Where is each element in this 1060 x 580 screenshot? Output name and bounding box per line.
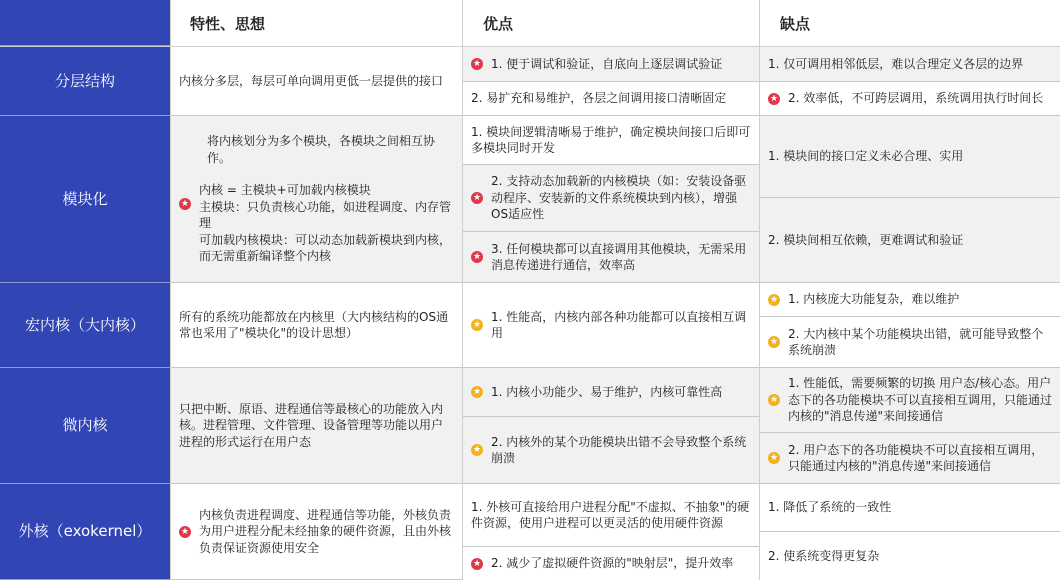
layered-con-2-text: 2. 效率低，不可跨层调用，系统调用执行时间长 — [788, 91, 1044, 106]
layered-pro-2 — [463, 82, 759, 116]
header-traits: 特性、思想 — [190, 14, 266, 33]
exo-con-1 — [760, 484, 1060, 532]
micro-con-2 — [760, 433, 1060, 484]
modular-pro-2 — [463, 165, 759, 232]
micro-traits — [171, 368, 462, 484]
monolithic-pro-1 — [463, 283, 759, 368]
star-icon: ★ — [769, 395, 779, 405]
layered-pro-2-text: 2. 易扩充和易维护，各层之间调用接口清晰固定 — [471, 91, 727, 106]
modular-con-1-text: 1. 模块间的接口定义未必合理、实用 — [768, 149, 964, 164]
star-icon: ★ — [472, 445, 482, 455]
star-icon: ★ — [769, 337, 779, 347]
grid-line-header — [0, 46, 1060, 47]
row-name-layered: 分层结构 — [0, 47, 170, 116]
modular-pro-2-text: 2. 支持动态加载新的内核模块（如：安装设备驱动程序、安装新的文件系统模块到内核），增强OS适应性 — [491, 174, 747, 222]
monolithic-traits-text: 所有的系统功能都放在内核里（大内核结构的OS通常也采用了"模块化"的设计思想） — [179, 309, 449, 340]
row-name-micro: 微内核 — [0, 368, 170, 484]
monolithic-pro-1-text: 1. 性能高，内核内部各种功能都可以直接相互调用 — [491, 309, 747, 340]
star-icon: ★ — [472, 59, 482, 69]
modular-con-1 — [760, 116, 1060, 198]
modular-traits-text: 将内核划分为多个模块，各模块之间相互协作。 内核 = 主模块+可加载内核模块 主模块：只负责核心功能，如进程调度、内存管理 可加载内核模块：可以动态加载新模块到内核，而无需重新编译整个内核 — [199, 134, 452, 264]
star-icon: ★ — [769, 294, 779, 305]
grid-line-v2 — [759, 0, 760, 580]
layered-pro-1 — [463, 47, 759, 82]
layered-traits-text: 内核分多层，每层可单向调用更低一层提供的接口 — [179, 73, 444, 88]
layered-con-2 — [760, 82, 1060, 116]
micro-pro-2 — [463, 417, 759, 484]
monolithic-con-2 — [760, 317, 1060, 368]
header-cons: 缺点 — [780, 14, 811, 33]
row-name-modular: 模块化 — [0, 116, 170, 283]
star-icon: ★ — [472, 193, 482, 203]
exo-traits-text: 内核负责进程调度、进程通信等功能，外核负责为用户进程分配未经抽象的硬件资源，且由外核负责保证资源使用安全 — [199, 507, 452, 555]
grid-line-v0 — [170, 0, 171, 580]
micro-con-2-text: 2. 用户态下的各功能模块不可以直接相互调用，只能通过内核的"消息传递"来间接通信 — [788, 442, 1044, 473]
grid-line-v1 — [462, 0, 463, 580]
micro-pro-1-text: 1. 内核小功能少、易于维护，内核可靠性高 — [491, 384, 723, 399]
exo-pro-1-text: 1. 外核可直接给用户进程分配"不虚拟、不抽象"的硬件资源，使用户进程可以更灵活的使用硬件资源 — [471, 499, 750, 530]
monolithic-traits — [171, 283, 462, 368]
micro-con-1-text: 1. 性能低，需要频繁的切换 用户态/核心态。用户态下的各功能模块不可以直接相互调用，只能通过内核的"消息传递"来间接通信 — [788, 376, 1053, 424]
star-icon: ★ — [769, 93, 779, 104]
star-icon: ★ — [472, 320, 482, 330]
header-pros: 优点 — [483, 14, 514, 33]
row-name-monolithic: 宏内核（大内核） — [0, 283, 170, 368]
layered-pro-1-text: 1. 便于调试和验证，自底向上逐层调试验证 — [491, 56, 723, 71]
micro-con-1 — [760, 368, 1060, 433]
modular-traits — [171, 116, 462, 283]
exo-con-1-text: 1. 降低了系统的一致性 — [768, 500, 892, 515]
star-icon: ★ — [180, 526, 190, 537]
star-icon: ★ — [180, 199, 190, 209]
modular-con-2-text: 2. 模块间相互依赖，更难调试和验证 — [768, 232, 964, 247]
micro-traits-text: 只把中断、原语、进程通信等最核心的功能放入内核。进程管理、文件管理、设备管理等功能以用户进程的形式运行在用户态 — [179, 401, 444, 449]
star-icon: ★ — [472, 558, 482, 569]
star-icon: ★ — [472, 252, 482, 262]
monolithic-con-1-text: 1. 内核庞大功能复杂，难以维护 — [788, 292, 960, 307]
exo-pro-1 — [463, 484, 759, 547]
exo-traits — [171, 484, 462, 580]
layered-con-1 — [760, 47, 1060, 82]
exo-con-2 — [760, 532, 1060, 580]
star-icon: ★ — [472, 387, 482, 397]
exo-pro-2-text: 2. 减少了虚拟硬件资源的"映射层"，提升效率 — [491, 556, 734, 571]
micro-pro-1 — [463, 368, 759, 417]
header-corner — [0, 0, 170, 46]
star-icon: ★ — [769, 453, 779, 463]
modular-pro-1-text: 1. 模块间逻辑清晰易于维护，确定模块间接口后即可多模块同时开发 — [471, 124, 751, 155]
layered-con-1-text: 1. 仅可调用相邻低层，难以合理定义各层的边界 — [768, 56, 1024, 71]
micro-pro-2-text: 2. 内核外的某个功能模块出错不会导致整个系统崩溃 — [491, 434, 747, 465]
layered-traits — [171, 47, 462, 116]
modular-pro-3-text: 3. 任何模块都可以直接调用其他模块，无需采用消息传递进行通信，效率高 — [491, 241, 747, 272]
modular-pro-3 — [463, 232, 759, 283]
monolithic-con-1 — [760, 283, 1060, 317]
monolithic-con-2-text: 2. 大内核中某个功能模块出错，就可能导致整个系统崩溃 — [788, 326, 1044, 357]
modular-con-2 — [760, 198, 1060, 283]
row-name-exo: 外核（exokernel） — [0, 484, 170, 580]
exo-pro-2 — [463, 547, 759, 580]
modular-pro-1 — [463, 116, 759, 165]
exo-con-2-text: 2. 使系统变得更复杂 — [768, 548, 880, 563]
